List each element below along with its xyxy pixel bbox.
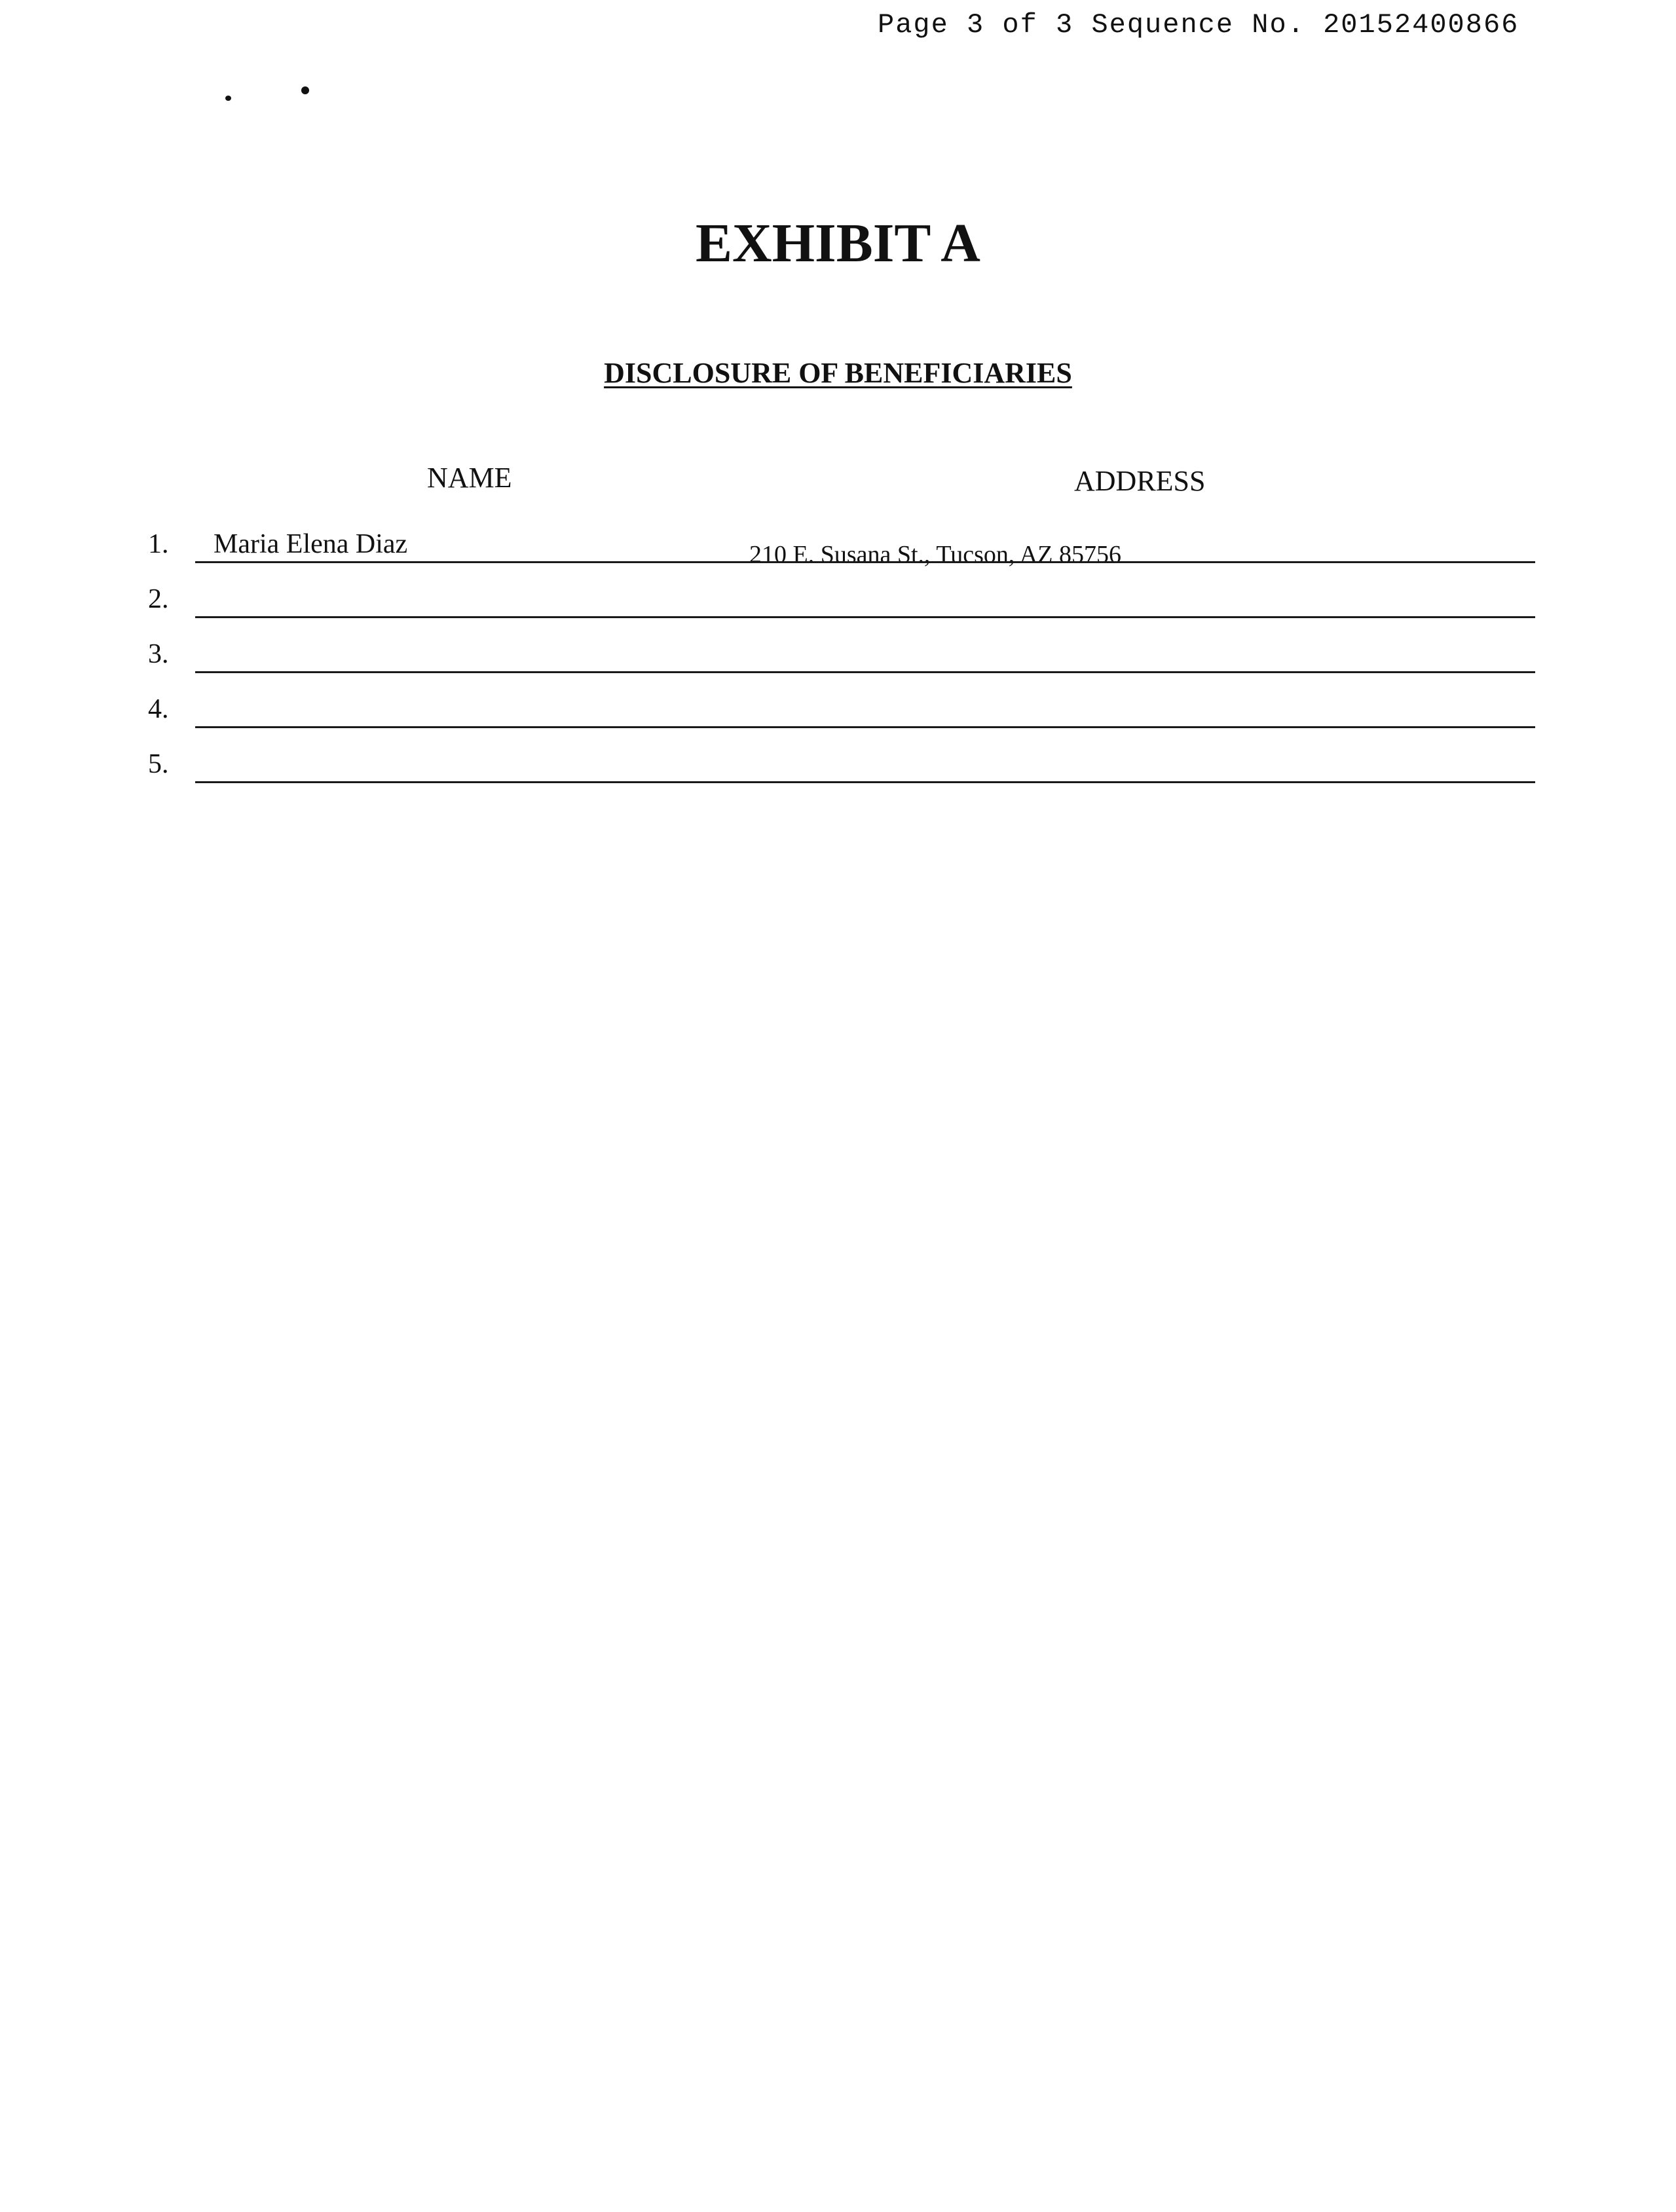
row-underline	[195, 726, 1535, 728]
scan-speck	[301, 86, 309, 94]
beneficiary-address: 210 E. Susana St., Tucson, AZ 85756	[749, 541, 1121, 568]
beneficiary-row	[0, 744, 1676, 783]
page-sequence-header: Page 3 of 3 Sequence No. 20152400866	[878, 9, 1519, 41]
subtitle-text: DISCLOSURE OF BENEFICIARIES	[604, 357, 1072, 389]
column-header-address: ADDRESS	[1074, 465, 1206, 497]
row-number: 4.	[148, 694, 169, 724]
row-underline	[195, 671, 1535, 673]
beneficiary-row	[0, 634, 1676, 673]
column-header-name: NAME	[427, 462, 512, 494]
row-underline	[195, 616, 1535, 618]
document-subtitle	[0, 359, 1676, 388]
beneficiary-row	[0, 524, 1676, 568]
row-underline	[195, 781, 1535, 783]
beneficiary-row	[0, 689, 1676, 728]
row-number: 2.	[148, 584, 169, 614]
beneficiary-row	[0, 579, 1676, 618]
beneficiary-name: Maria Elena Diaz	[214, 529, 408, 559]
row-underline	[195, 561, 1535, 563]
row-number: 5.	[148, 749, 169, 779]
scan-speck	[225, 96, 231, 101]
exhibit-title: EXHIBIT A	[696, 213, 980, 274]
row-number: 1.	[148, 529, 169, 559]
row-number: 3.	[148, 639, 169, 669]
